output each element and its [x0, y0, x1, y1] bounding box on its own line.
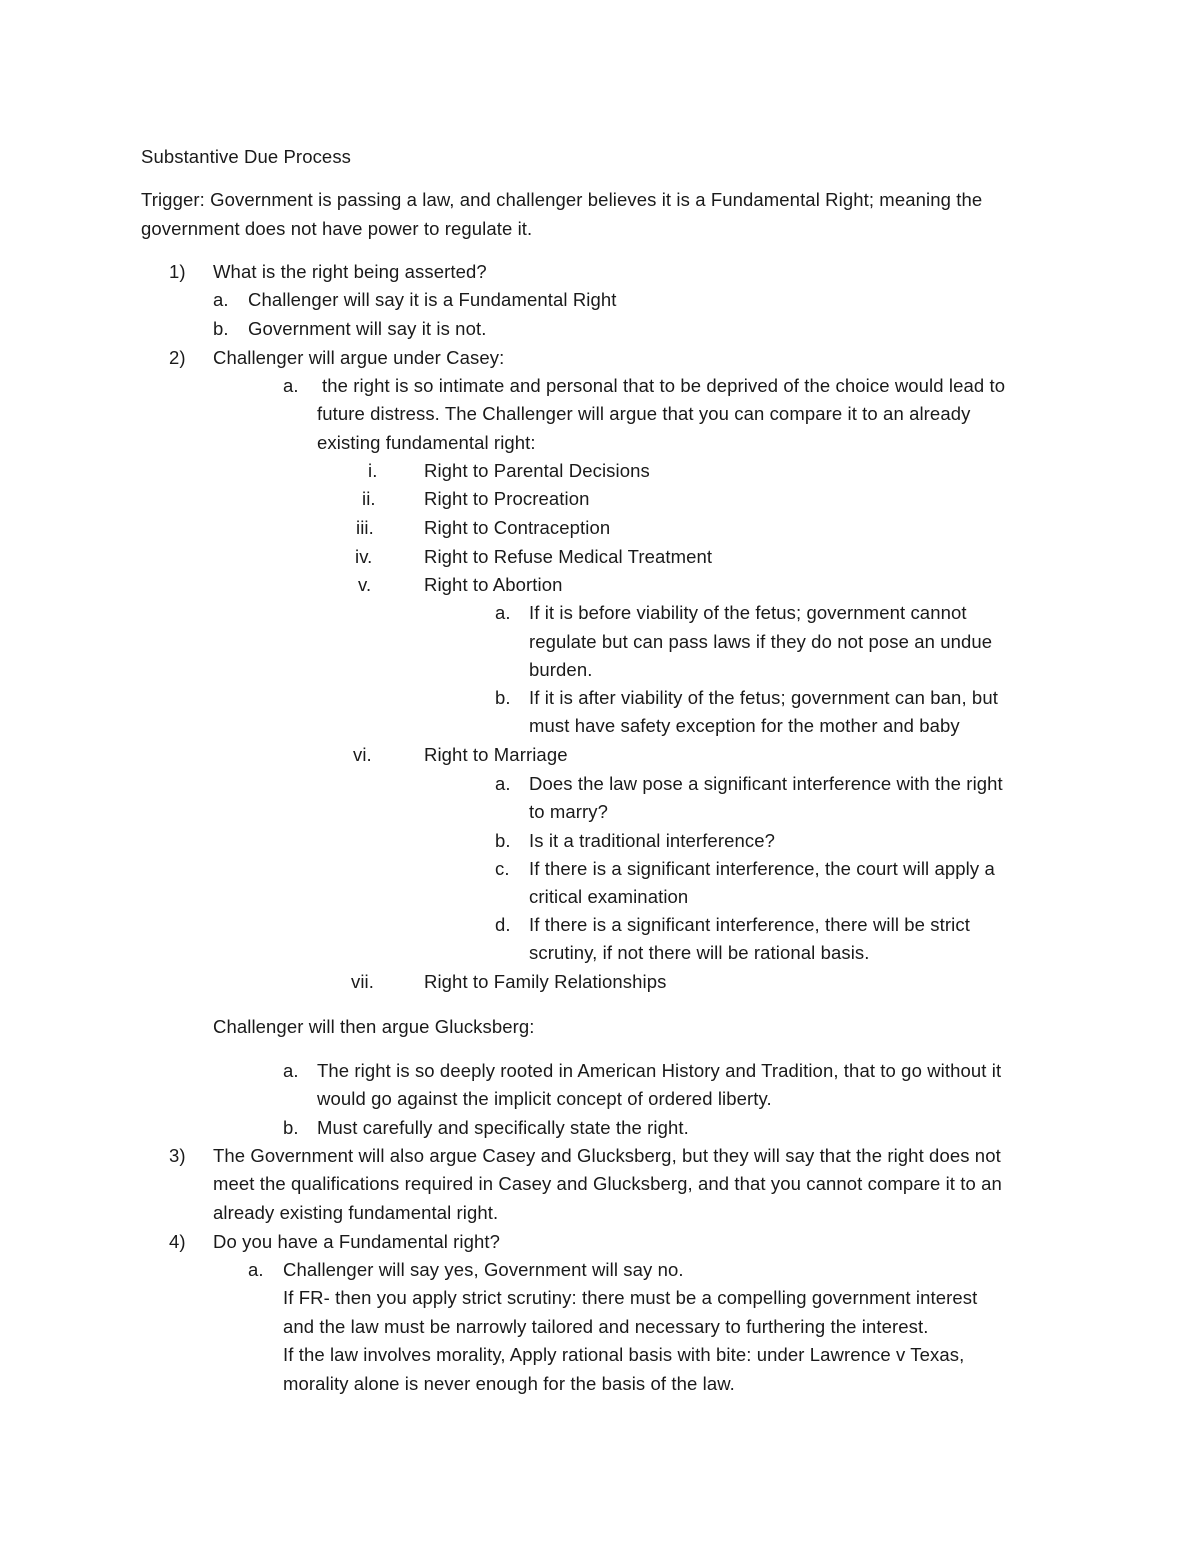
list-item-text: already existing fundamental right. [213, 1202, 499, 1223]
list-marker: a. [283, 1060, 299, 1081]
section-intro: Challenger will then argue Glucksberg: [213, 1016, 535, 1037]
list-marker: d. [495, 914, 511, 935]
roman-marker: v. [358, 574, 372, 595]
list-item-text: If there is a significant interference, the court will apply a [529, 858, 995, 879]
list-item-text: If it is before viability of the fetus; government cannot [529, 602, 967, 623]
list-item-text: Does the law pose a significant interference with the right [529, 773, 1003, 794]
list-item-text: If the law involves morality, Apply rational basis with bite: under Lawrence v Texas, [283, 1344, 965, 1365]
list-item-text: burden. [529, 659, 593, 680]
list-item-text: Challenger will argue under Casey: [213, 347, 505, 368]
roman-marker: iii. [356, 517, 374, 538]
roman-marker: ii. [362, 488, 376, 509]
list-marker: a. [495, 773, 511, 794]
roman-marker: i. [368, 460, 378, 481]
right-item: Right to Family Relationships [424, 971, 667, 992]
right-item: Right to Procreation [424, 488, 590, 509]
list-item-text: future distress. The Challenger will argue that you can compare it to an already [317, 403, 971, 424]
list-marker: a. [213, 289, 229, 310]
list-item-text: What is the right being asserted? [213, 261, 487, 282]
list-item-text: If there is a significant interference, there will be strict [529, 914, 970, 935]
list-item-text: If FR- then you apply strict scrutiny: there must be a compelling government interest [283, 1287, 978, 1308]
roman-marker: iv. [355, 546, 373, 567]
list-item-text: Is it a traditional interference? [529, 830, 775, 851]
list-item-text: must have safety exception for the mother and baby [529, 715, 960, 736]
list-item-text: Challenger will say it is a Fundamental Right [248, 289, 617, 310]
right-item: Right to Marriage [424, 744, 568, 765]
list-marker: a. [283, 375, 299, 396]
list-item-text: critical examination [529, 886, 689, 907]
right-item: Right to Parental Decisions [424, 460, 650, 481]
right-item: Right to Abortion [424, 574, 563, 595]
list-marker: 3) [169, 1145, 186, 1166]
list-item-text: morality alone is never enough for the basis of the law. [283, 1373, 735, 1394]
list-marker: 4) [169, 1231, 186, 1252]
list-item-text: existing fundamental right: [317, 432, 536, 453]
list-item-text: The Government will also argue Casey and Glucksberg, but they will say that the right does not [213, 1145, 1001, 1166]
list-marker: 2) [169, 347, 186, 368]
list-marker: b. [495, 687, 511, 708]
roman-marker: vi. [353, 744, 372, 765]
list-marker: 1) [169, 261, 186, 282]
list-item-text: scrutiny, if not there will be rational basis. [529, 942, 870, 963]
list-item-text: If it is after viability of the fetus; government can ban, but [529, 687, 998, 708]
list-marker: a. [495, 602, 511, 623]
roman-marker: vii. [351, 971, 375, 992]
trigger-line: government does not have power to regulate it. [141, 218, 533, 239]
list-marker: b. [495, 830, 511, 851]
list-marker: c. [495, 858, 510, 879]
list-item-text: meet the qualifications required in Casey and Glucksberg, and that you cannot compare it to an [213, 1173, 1002, 1194]
list-marker: b. [213, 318, 229, 339]
list-item-text: to marry? [529, 801, 609, 822]
list-item-text: Must carefully and specifically state the right. [317, 1117, 689, 1138]
list-item-text: Challenger will say yes, Government will say no. [283, 1259, 684, 1280]
list-item-text: Government will say it is not. [248, 318, 487, 339]
list-item-text: regulate but can pass laws if they do not pose an undue [529, 631, 993, 652]
right-item: Right to Refuse Medical Treatment [424, 546, 713, 567]
right-item: Right to Contraception [424, 517, 611, 538]
list-item-text: would go against the implicit concept of ordered liberty. [317, 1088, 772, 1109]
list-marker: b. [283, 1117, 299, 1138]
trigger-line: Trigger: Government is passing a law, and challenger believes it is a Fundamental Right; meaning the [141, 189, 983, 210]
list-item-text: The right is so deeply rooted in American History and Tradition, that to go without it [317, 1060, 1002, 1081]
list-item-text: Do you have a Fundamental right? [213, 1231, 501, 1252]
document-title: Substantive Due Process [141, 146, 352, 167]
list-item-text: the right is so intimate and personal that to be deprived of the choice would lead to [322, 375, 1006, 396]
list-marker: a. [248, 1259, 264, 1280]
list-item-text: and the law must be narrowly tailored and necessary to furthering the interest. [283, 1316, 929, 1337]
